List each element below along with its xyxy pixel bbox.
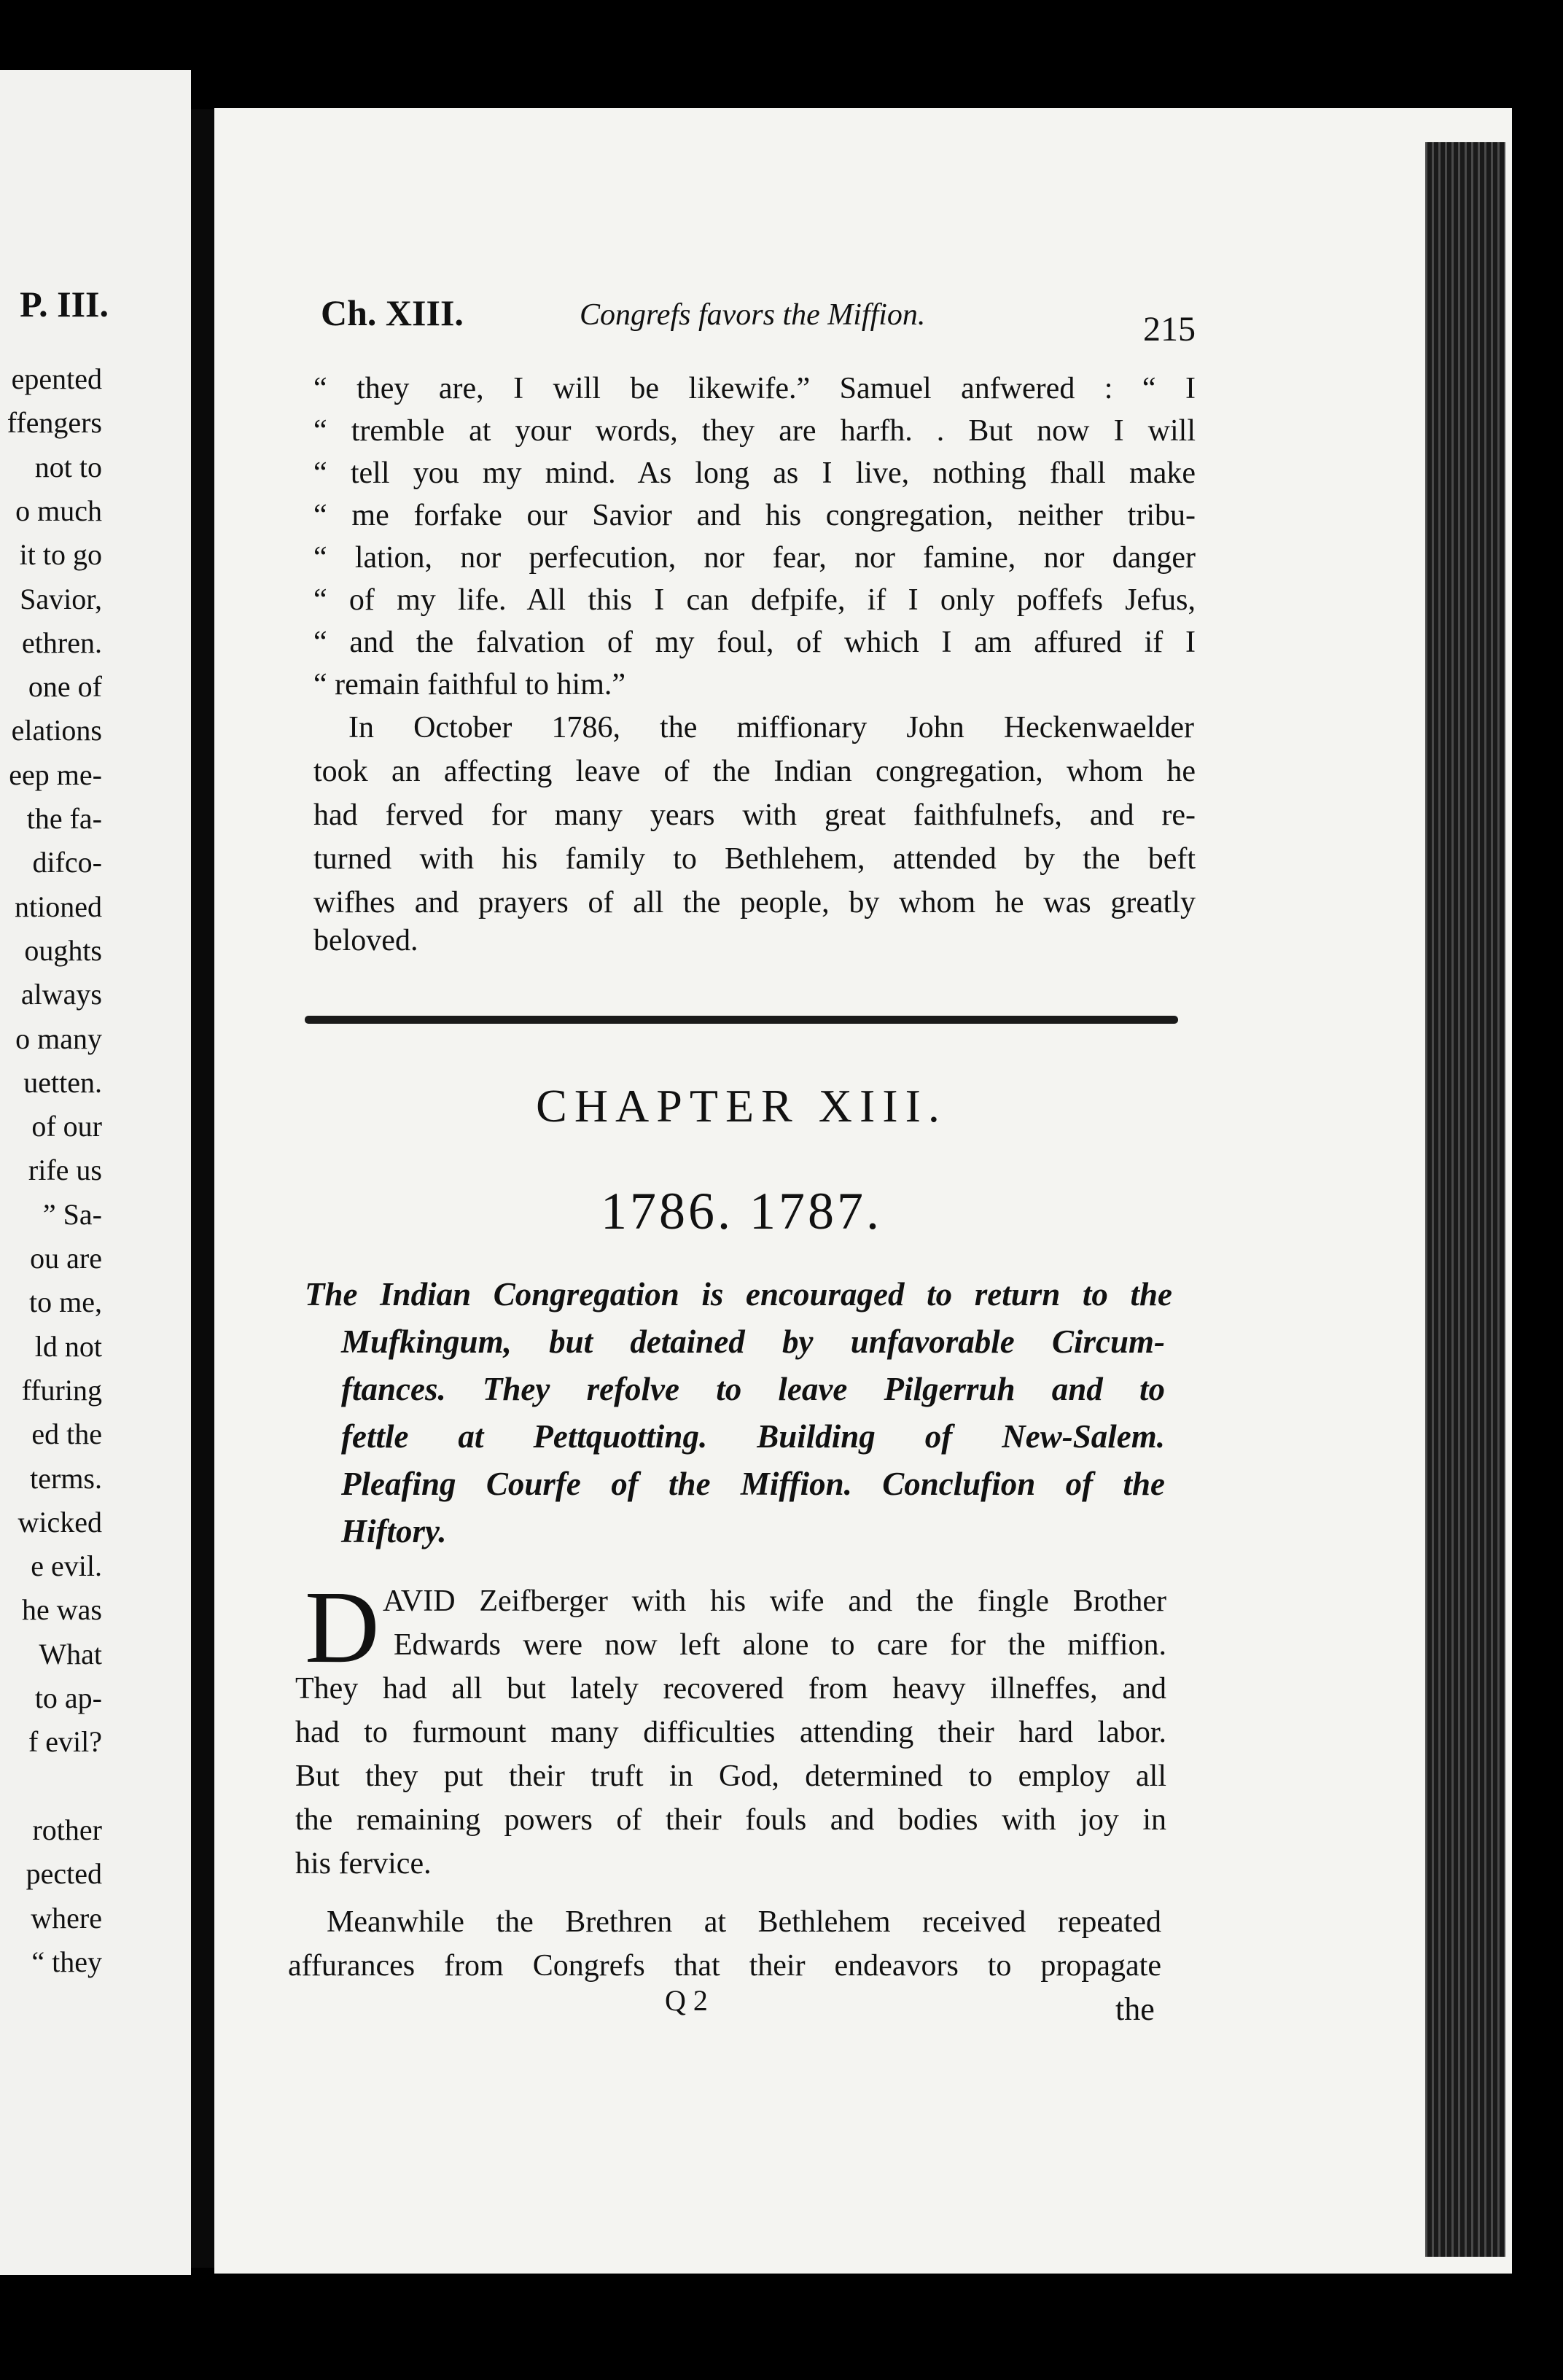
text-line: Edwards were now left alone to care for the miffion.	[394, 1628, 1166, 1662]
signature-mark: Q 2	[665, 1984, 708, 2017]
left-page-line: oughts	[24, 933, 102, 967]
left-page-line: e evil.	[31, 1549, 102, 1583]
text-line: his fervice.	[295, 1847, 432, 1881]
text-line: affurances from Congrefs that their endeavors to propagate	[288, 1949, 1161, 1983]
summary-line: Hiftory.	[341, 1513, 447, 1549]
left-page-line: ou are	[30, 1242, 102, 1275]
left-page-line: always	[20, 978, 102, 1011]
left-page-line: it to go	[19, 538, 102, 572]
left-page-line: ethren.	[22, 626, 102, 659]
previous-page-fragment	[0, 70, 191, 2275]
left-page-line: uetten.	[23, 1065, 102, 1099]
text-line: “ remain faithful to him.”	[313, 668, 626, 701]
left-page-line: not to	[34, 450, 102, 483]
catchword: the	[1115, 1991, 1155, 2027]
book-gutter	[191, 109, 216, 2268]
left-page-line: o much	[15, 494, 102, 527]
text-line: In October 1786, the miffionary John Heckenwaelder	[348, 711, 1194, 744]
text-line: took an affecting leave of the Indian congregation, whom he	[313, 755, 1196, 788]
text-line: had ferved for many years with great faithfulnefs, and re-	[313, 798, 1196, 832]
left-page-line: the fa-	[26, 802, 102, 835]
left-page-line: where	[31, 1901, 102, 1934]
left-page-line: “ they	[31, 1945, 102, 1978]
left-page-line: rother	[32, 1813, 102, 1846]
text-line: beloved.	[313, 924, 418, 957]
summary-line: fettle at Pettquotting. Building of New-Salem.	[341, 1418, 1165, 1455]
summary-line: The Indian Congregation is encouraged to return to the	[305, 1276, 1172, 1312]
text-line: “ tremble at your words, they are harfh. . But now I will	[313, 414, 1196, 448]
text-line: AVID Zeifberger with his wife and the fingle Brother	[383, 1584, 1166, 1618]
running-head-chapter: Ch. XIII.	[321, 292, 464, 333]
running-head-title: Congrefs favors the Miffion.	[580, 298, 926, 332]
text-line: “ of my life. All this I can defpife, if I only poffefs Jefus,	[313, 583, 1196, 617]
left-page-line: o many	[15, 1022, 102, 1055]
left-page-line: epented	[11, 362, 102, 395]
left-page-line: ffuring	[21, 1373, 102, 1407]
text-line: the remaining powers of their fouls and bodies with joy in	[295, 1803, 1166, 1837]
text-line: Meanwhile the Brethren at Bethlehem received repeated	[327, 1905, 1161, 1939]
left-page-line: ld not	[34, 1329, 102, 1363]
left-page-line: eep me-	[9, 758, 102, 791]
text-line: “ and the falvation of my foul, of which I am affured if I	[313, 626, 1196, 659]
left-page-line: ed the	[31, 1418, 102, 1451]
left-page-line: elations	[11, 714, 102, 747]
left-page-line: f evil?	[28, 1725, 102, 1759]
text-line: wifhes and prayers of all the people, by whom he was greatly	[313, 886, 1196, 919]
left-page-line: he was	[22, 1593, 102, 1627]
left-page-line: to me,	[29, 1286, 102, 1319]
left-page-line: ffengers	[7, 406, 102, 440]
section-rule	[305, 1016, 1178, 1024]
drop-cap: D	[305, 1569, 380, 1684]
left-page-line: ntioned	[15, 890, 102, 923]
text-line: They had all but lately recovered from heavy illneffes, and	[295, 1672, 1166, 1706]
text-line: “ they are, I will be likewife.” Samuel anfwered : “ I	[313, 372, 1196, 405]
left-page-line: one of	[28, 670, 102, 704]
left-page-line: pected	[26, 1857, 102, 1891]
left-page-line: Savior,	[20, 582, 102, 615]
text-line: “ lation, nor perfecution, nor fear, nor famine, nor danger	[313, 541, 1196, 575]
text-line: turned with his family to Bethlehem, attended by the beft	[313, 842, 1196, 876]
page-number: 215	[1143, 310, 1196, 349]
left-page-line: rife us	[28, 1154, 102, 1187]
left-page-header: P. III.	[20, 284, 109, 324]
summary-line: ftances. They refolve to leave Pilgerruh and to	[341, 1371, 1165, 1407]
left-page-line: to ap-	[34, 1681, 102, 1714]
chapter-years: 1786. 1787.	[601, 1182, 882, 1240]
summary-line: Mufkingum, but detained by unfavorable Circum-	[341, 1323, 1165, 1360]
left-page-line: ” Sa-	[42, 1197, 102, 1231]
left-page-line: wicked	[17, 1505, 102, 1539]
text-line: “ me forfake our Savior and his congregation, neither tribu-	[313, 499, 1196, 532]
text-line: “ tell you my mind. As long as I live, nothing fhall make	[313, 456, 1196, 490]
left-page-line: What	[39, 1637, 102, 1671]
summary-line: Pleafing Courfe of the Miffion. Conclufion of the	[341, 1466, 1165, 1502]
left-page-line: of our	[31, 1110, 102, 1143]
text-line: had to furmount many difficulties attending their hard labor.	[295, 1716, 1166, 1749]
text-line: But they put their truft in God, determined to employ all	[295, 1759, 1166, 1793]
left-page-line: terms.	[30, 1461, 102, 1495]
page-edge-stack	[1425, 142, 1505, 2257]
left-page-line: difco-	[32, 846, 102, 879]
running-head	[321, 292, 1196, 349]
chapter-title: CHAPTER XIII.	[536, 1080, 947, 1132]
